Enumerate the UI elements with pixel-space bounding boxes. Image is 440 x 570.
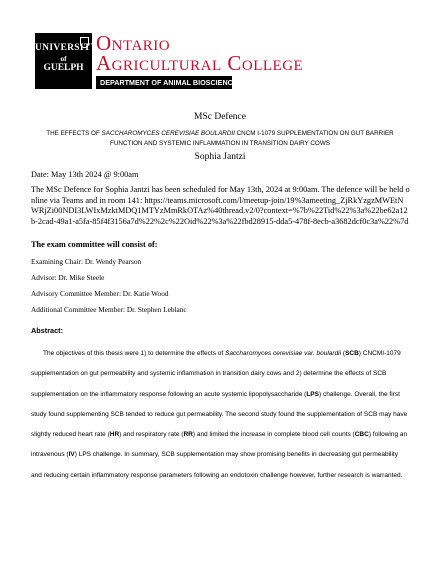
department-banner: DEPARTMENT OF ANIMAL BIOSCIENCES bbox=[96, 76, 232, 89]
abbr-rr: RR bbox=[183, 431, 193, 439]
committee-member-advisory: Advisory Committee Member: Dr. Katie Wood bbox=[31, 289, 169, 298]
abbr-iv: IV bbox=[68, 451, 75, 459]
committee-member-additional: Additional Committee Member: Dr. Stephen Leblanc bbox=[31, 305, 187, 314]
abbr-cbc: CBC bbox=[354, 431, 369, 439]
committee-heading: The exam committee will consist of: bbox=[31, 240, 158, 249]
document-title: MSc Defence bbox=[194, 112, 246, 122]
intro-paragraph: The MSc Defence for Sophia Jantzi has been scheduled for May 13th, 2024 at 9:00am. The defence will be held online via Teams and in room 141: https://teams.microsoft.com/l/meetup-join/19%3ameeting_ZjRkYzgzMWEtNWRjZi00NDI3LWIxMzktMDQ1MTYzMmRkOTAz%40thread.v2/0?context=%7b%22Tid%22%3a%22be62a12b-2cad-49a1-a5fa-85f4f3156a7d%22%2c%22Oid%22%3a%22fbd28915-dda5-478f-8ecb-a3682dcf0c3a%22%7d bbox=[31, 185, 410, 226]
committee-member-chair: Examining Chair: Dr. Wendy Pearson bbox=[31, 257, 142, 266]
abstract-text: ( bbox=[341, 350, 346, 357]
abbr-hr: HR bbox=[109, 431, 120, 439]
abstract-text: ) LPS challenge. In summary, SCB supplementation may show promising benefits in decreasing gut permeability and reducing certain inflammatory response parameters following an endotoxin challenge however, further research is warranted. bbox=[31, 451, 403, 479]
abstract-heading: Abstract: bbox=[31, 326, 64, 335]
logo-line-3: GUELPH bbox=[43, 63, 84, 73]
student-name: Sophia Jantzi bbox=[194, 152, 246, 162]
college-name-line-2: Agricultural College bbox=[96, 51, 304, 75]
defence-date: Date: May 13th 2024 @ 9:00am bbox=[31, 170, 139, 179]
thesis-title-post: CNCM I-1079 SUPPLEMENTATION ON GUT BARRIER FUNCTION AND SYSTEMIC INFLAMMATION IN TRANSITION DAIRY COWS bbox=[110, 130, 394, 147]
abstract-body bbox=[31, 344, 409, 486]
abstract-text: The objectives of this thesis were 1) to determine the effects of bbox=[43, 350, 225, 357]
crest-icon bbox=[80, 37, 89, 48]
abbr-lps: LPS bbox=[306, 390, 319, 398]
abstract-text: ) and respiratory rate ( bbox=[119, 431, 184, 439]
thesis-title-pre: THE EFFECTS OF bbox=[46, 130, 102, 137]
logo-line-2: of bbox=[60, 54, 67, 63]
abstract-text: ) following an intravenous ( bbox=[31, 431, 408, 459]
college-name-line-1: Ontario bbox=[96, 31, 171, 55]
thesis-title bbox=[40, 129, 400, 149]
logo-line-1: UNIVERSITY bbox=[35, 43, 98, 53]
college-name bbox=[96, 33, 303, 73]
abstract-text: ) and limited the increase in complete blood cell counts ( bbox=[192, 431, 355, 439]
abbr-scb: SCB bbox=[345, 350, 359, 357]
committee-member-advisor: Advisor: Dr. Mike Steele bbox=[31, 273, 105, 282]
abstract-text: ) CNCMI-1079 supplementation on gut permeability and systemic inflammation in transition dairy cows and 2) determine the effects of SCB supplementation on the inflammatory response following an acute systemic lipopolysaccharide ( bbox=[31, 350, 401, 398]
thesis-title-species: SACCHAROMYCES CEREVISIAE BOULARDII bbox=[101, 130, 235, 137]
abstract-text: ) challenge. Overall, the first study found supplementing SCB tended to reduce gut permeability. The second study found the supplementation of SCB may have slightly reduced heart rate ( bbox=[31, 390, 408, 439]
university-logo bbox=[35, 33, 98, 89]
abstract-species: Saccharomyces cerevisiae var. boulardii bbox=[224, 350, 342, 357]
